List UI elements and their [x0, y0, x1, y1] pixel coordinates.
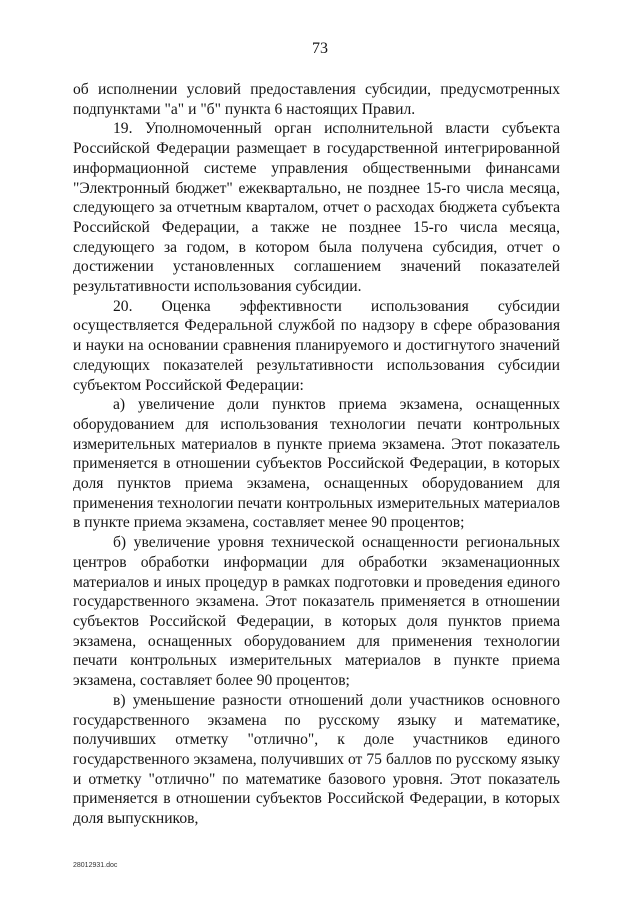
paragraph-20: 20. Оценка эффективности использования субсидии осуществляется Федеральной службой по надзору в сфере образования и науки на основании сравнения планируемого и достигнутого значений следующих показателей результативности использования субсидии субъектом Российской Федерации: [73, 297, 560, 394]
page-number: 73 [312, 40, 328, 57]
footer-document-code: 28012931.doc [73, 862, 118, 869]
paragraph-20-v: в) уменьшение разности отношений доли участников основного государственного экзамена по русскому языку и математике, получивших отметку "отлично", к доле участников единого государственного экзамена, получивших от 75 баллов по русскому языку и отметку "отлично" по математике базового уровня. Этот показатель применяется в отношении субъектов Российской Федерации, в которых доля выпускников, [73, 691, 560, 828]
paragraph-20-b: б) увеличение уровня технической оснащенности региональных центров обработки информации для обработки экзаменационных материалов и иных процедур в рамках подготовки и проведения единого государственного экзамена. Этот показатель применяется в отношении субъектов Российской Федерации, в которых доля пунктов приема экзамена, оснащенных оборудованием для применения технологии печати контрольных измерительных материалов в пункте приема экзамена, составляет более 90 процентов; [73, 534, 560, 690]
paragraph-continuation: об исполнении условий предоставления субсидии, предусмотренных подпунктами "а" и "б" пункта 6 настоящих Правил. [73, 81, 560, 118]
paragraph-20-a: а) увеличение доли пунктов приема экзамена, оснащенных оборудованием для использования технологии печати контрольных измерительных материалов в пункте приема экзамена. Этот показатель применяется в отношении субъектов Российской Федерации, в которых доля пунктов приема экзамена, оснащенных оборудованием для применения технологии печати контрольных измерительных материалов в пункте приема экзамена, составляет менее 90 процентов; [73, 396, 560, 532]
document-body [73, 80, 560, 829]
paragraph-19: 19. Уполномоченный орган исполнительной власти субъекта Российской Федерации размещает в государственной интегрированной информационной системе управления общественными финансами "Электронный бюджет" ежеквартально, не позднее 15-го числа месяца, следующего за отчетным кварталом, отчет о расходах бюджета субъекта Российской Федерации, а также не позднее 15-го числа месяца, следующего за годом, в котором была получена субсидия, отчет о достижении установленных соглашением значений показателей результативности использования субсидии. [73, 120, 560, 296]
